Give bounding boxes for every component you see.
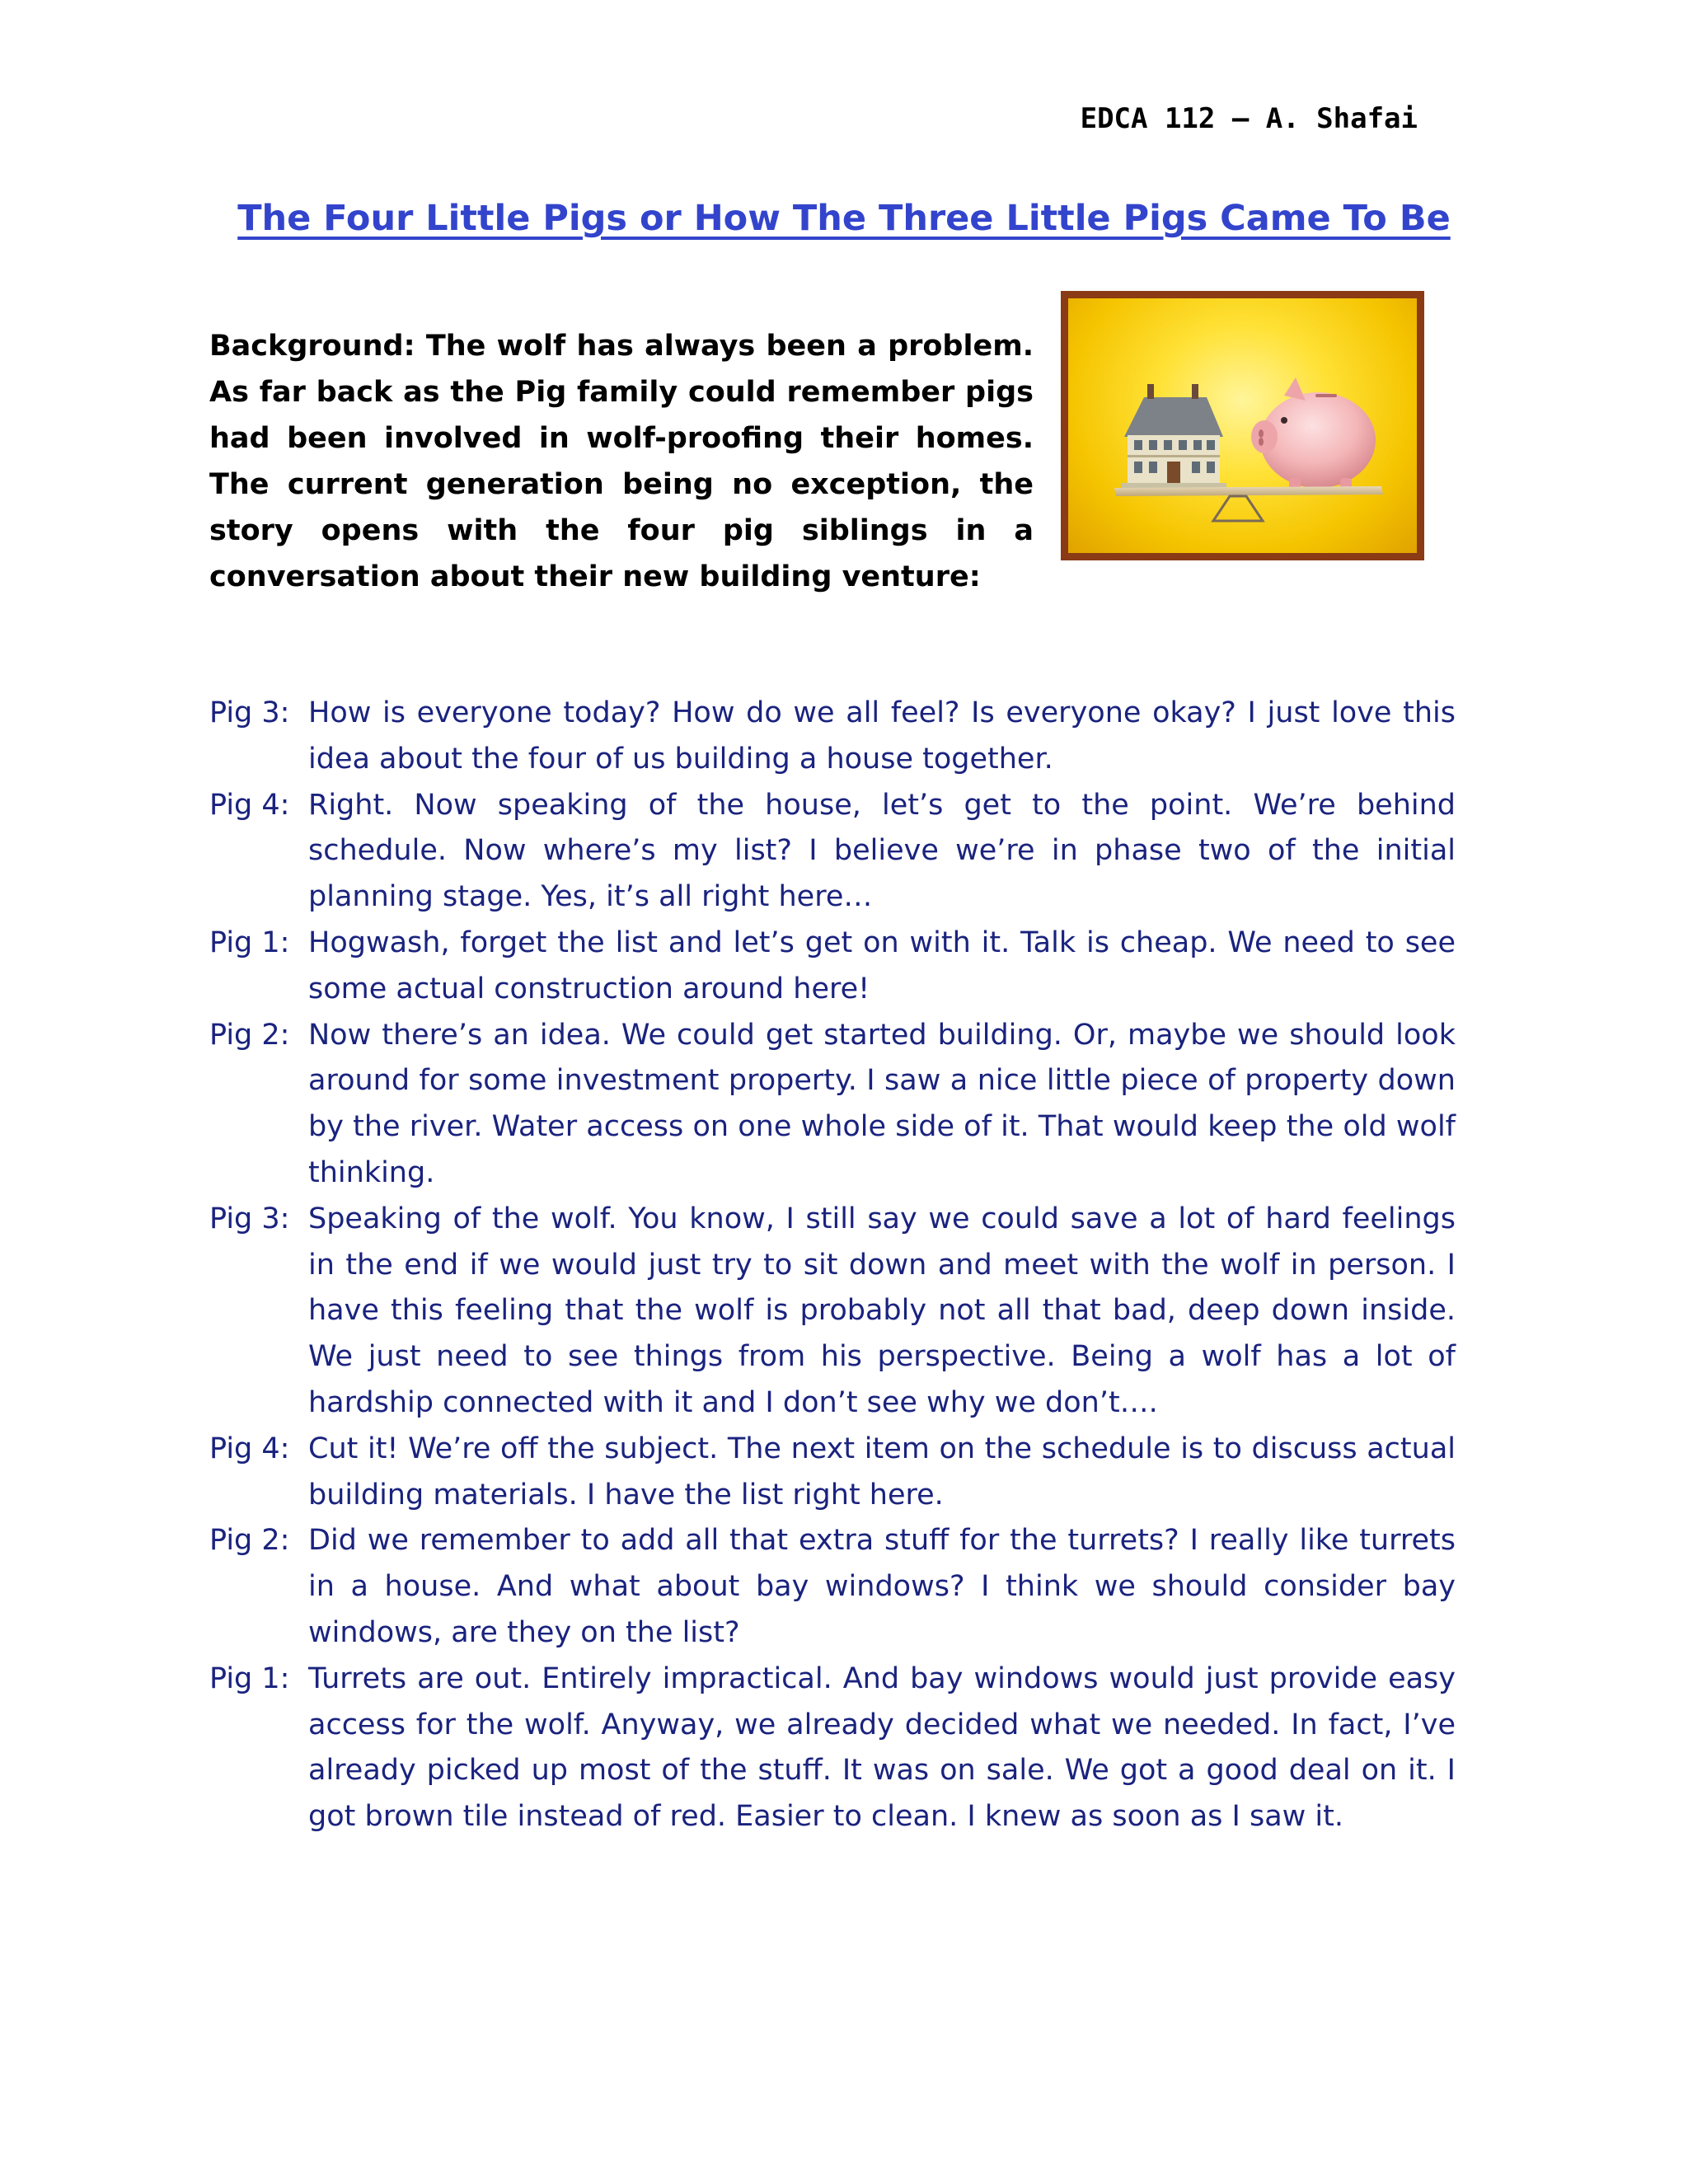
dialogue-turn [209,1427,1456,1519]
background-paragraph: Background: The wolf has always been a problem. As far back as the Pig family could remember pigs had been involved in wolf-proofing their homes. The current generation being no exception, the story opens with the four pig siblings in a conversation about their new building venture: [209,330,1034,593]
dialogue-turn [209,1518,1456,1656]
dialogue-line: Hogwash, forget the list and let’s get on with it. Talk is cheap. We need to see some actual construction around here! [308,926,1456,1005]
dialogue-line: Cut it! We’re off the subject. The next item on the schedule is to discuss actual building materials. I have the list right here. [308,1432,1456,1511]
dialogue-turn [209,691,1456,783]
document-title: The Four Little Pigs or How The Three Little Pigs Came To Be [237,198,1451,239]
speaker-label: Pig 1: [209,926,290,959]
dialogue-turn [209,1013,1456,1197]
speaker-label: Pig 2: [209,1524,290,1558]
piggy-bank [1251,377,1376,491]
dialogue-line: Turrets are out. Entirely impractical. And bay windows would just provide easy access for the wolf. Anyway, we already decided what we needed. In fact, I’ve already picked up most of the stuff. It was on sale. We got a good deal on it. I got brown tile instead of red. Easier to clean. I knew as soon as I saw it. [308,1661,1456,1834]
dialogue-line: Now there’s an idea. We could get started building. Or, maybe we should look around for some investment property. I saw a nice little piece of property down by the river. Water access on one whole side of it. That would keep the old wolf thinking. [308,1018,1456,1189]
dialogue-turn [209,783,1456,921]
dialogue-line: How is everyone today? How do we all feel? Is everyone okay? I just love this idea about the four of us building a house together. [308,696,1456,776]
house-and-piggy-bank-illustration [1061,291,1424,560]
speaker-label: Pig 4: [209,788,290,822]
speaker-label: Pig 4: [209,1432,290,1465]
dialogue-line: Right. Now speaking of the house, let’s get to the point. We’re behind schedule. Now where’s my list? I believe we’re in phase two of the initial planning stage. Yes, it’s all right here… [308,788,1456,914]
speaker-label: Pig 2: [209,1018,290,1052]
house-and-piggy-bank-on-scale-icon [1068,298,1417,553]
dialogue-turn [209,1657,1456,1840]
dialogue-line: Did we remember to add all that extra stuff for the turrets? I really like turrets in a house. And what about bay windows? I think we should consider bay windows, are they on the list? [308,1524,1456,1649]
speaker-label: Pig 1: [209,1661,290,1695]
speaker-label: Pig 3: [209,1202,290,1235]
dialogue-turn [209,921,1456,1013]
dialogue-turn [209,1197,1456,1427]
house-model [1121,384,1226,488]
dialogue [209,691,1456,1840]
course-author-header: EDCA 112 – A. Shafai [1080,102,1418,135]
speaker-label: Pig 3: [209,696,290,729]
dialogue-line: Speaking of the wolf. You know, I still say we could save a lot of hard feelings in the end if we would just try to sit down and meet with the wolf in person. I have this feeling that the wolf is probably not all that bad, deep down inside. We just need to see things from his perspective. Being a wolf has a lot of hardship connected with it and I don’t see why we don’t…. [308,1202,1456,1419]
